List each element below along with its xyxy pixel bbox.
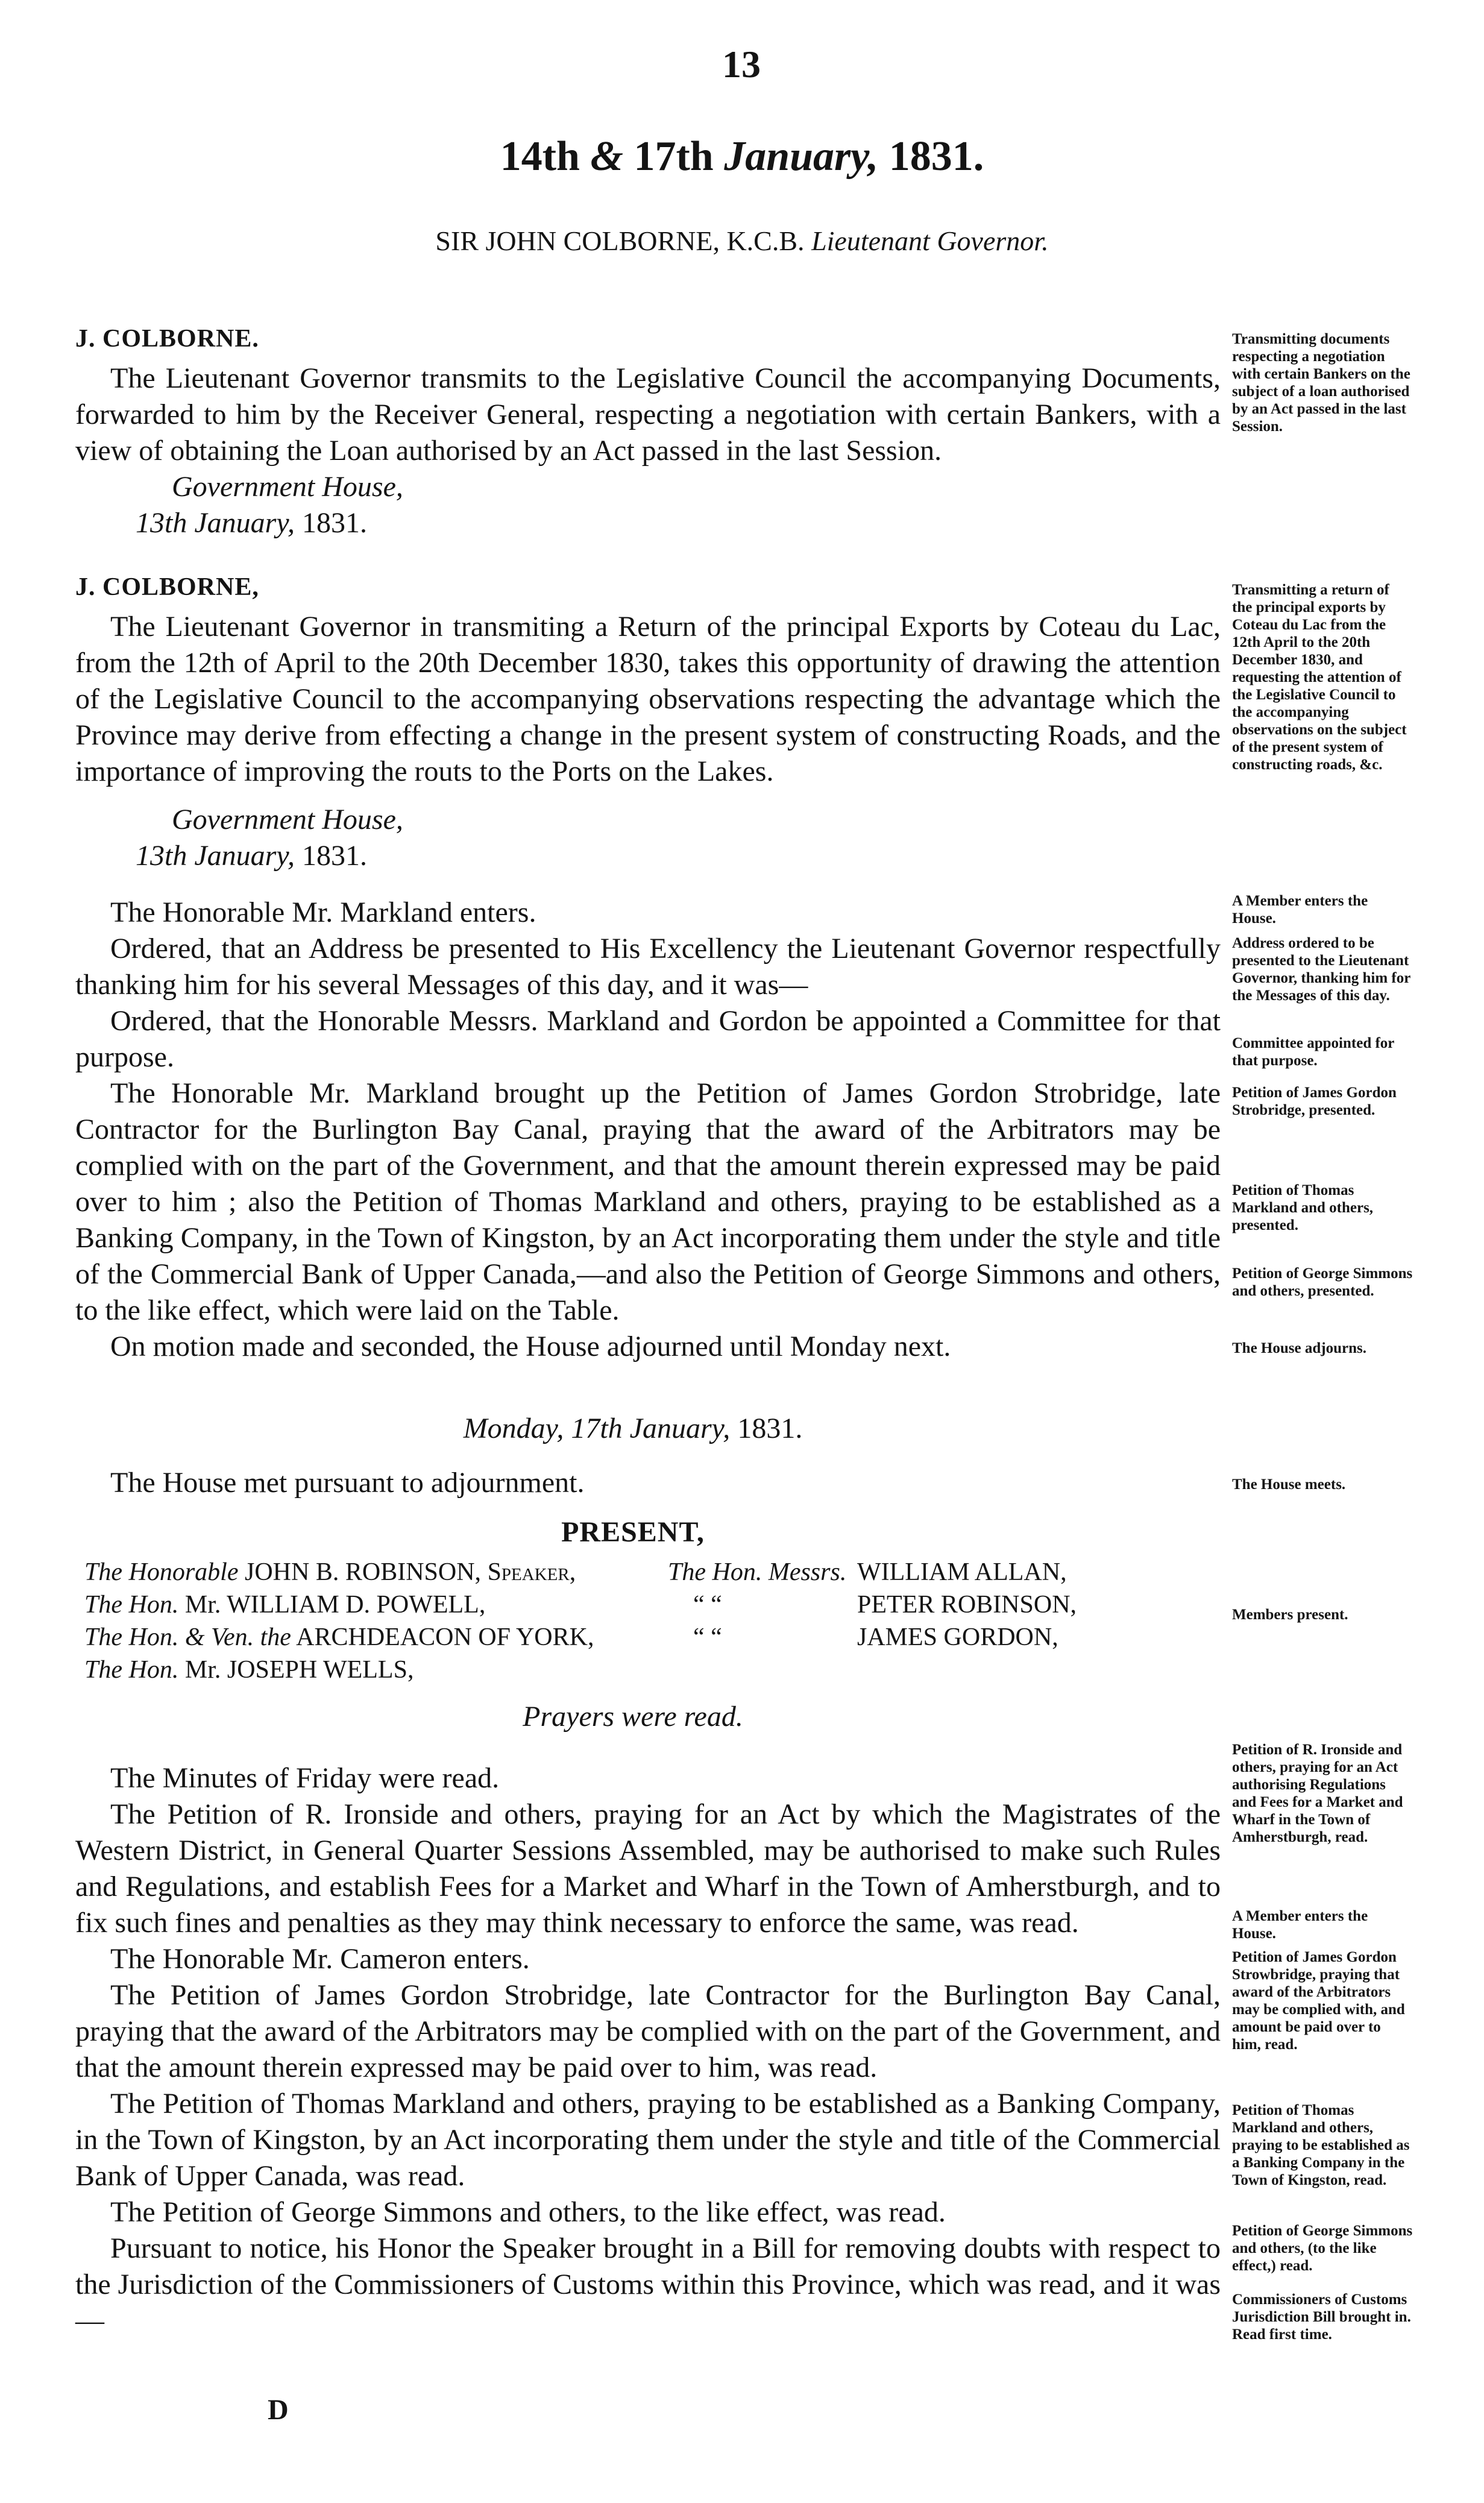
governor-line (0, 224, 1484, 258)
proceedings1-p4: The Honorable Mr. Markland brought up the Petition of James Gordon Strobridge, late Contractor for the Burlington Bay Canal, praying that the award of the Arbitrators may be complied with on the part of the Government, and that the amount therein expressed may be paid over to him ; also the Petition of Thomas Markland and others, praying to be established as a Banking Company, in the Town of Kingston, by an Act incorporating them under the style and title of the Commercial Bank of Upper Canada,—and also the Petition of George Simmons and others, to the like effect, which were laid on the Table. (75, 1077, 1221, 1326)
monday-year: 1831. (737, 1412, 803, 1444)
message2-body (75, 609, 1221, 874)
message2-place: Government House, (172, 804, 403, 836)
message1-date-italic: 13th January, (136, 507, 295, 539)
proceedings2-p2: The Petition of R. Ironside and others, praying for an Act by which the Magistrates of the Western District, in General Quarter Sessions Assembled, may be authorised to make such Rules and Regulations, and establish Fees for a Market and Wharf in the Town of Amherstburgh, and to fix such fines and penalties as they may think necessary to enforce the same, was read. (75, 1798, 1221, 1939)
governor-name: SIR JOHN COLBORNE, K.C.B. (435, 225, 805, 256)
dateline-amp: & (590, 133, 623, 180)
message2-signature: J. COLBORNE, (75, 573, 259, 601)
dateline (0, 133, 1484, 181)
monday-met: The House met pursuant to adjournment. (110, 1467, 585, 1499)
message1-place: Government House, (172, 471, 403, 503)
present-row (84, 1622, 594, 1653)
message1-date (75, 505, 1221, 541)
present-row-right: WILLIAM ALLAN, (857, 1558, 1067, 1586)
present-row-name: JOHN B. ROBINSON, (245, 1558, 482, 1586)
margin-note-markland: Petition of Thomas Markland and others, presented. (1232, 1182, 1374, 1233)
monday-day: Monday, (463, 1412, 564, 1444)
present-row-suffix: Speaker, (487, 1558, 576, 1586)
dateline-day2: 17th (634, 133, 714, 180)
present-row (84, 1557, 576, 1588)
margin-note-committee: Committee appointed for that purpose. (1232, 1035, 1394, 1069)
message1-text: The Lieutenant Governor transmits to the Legislative Council the accompanying Documents, forwarded to him by the Receiver General, respecting a negotiation with certain Bankers, with a view of obtaining the Loan authorised by an Act passed in the last Session. (75, 362, 1221, 467)
margin-note-markland-read: Petition of Thomas Markland and others, praying to be established as a Banking Company in the Town of Kingston, read. (1232, 2102, 1410, 2188)
margin-note-member-enters: A Member enters the House. (1232, 893, 1368, 927)
margin-note-members-present: Members present. (1232, 1607, 1348, 1623)
proceedings2-body (75, 1760, 1221, 2339)
margin-note-customs-bill: Commissioners of Customs Jurisdiction Bill brought in. Read first time. (1232, 2291, 1411, 2343)
margin-note-strowbridge-read: Petition of James Gordon Strowbridge, praying that award of the Arbitrators may be complied with, and amount be paid over to him, read. (1232, 1949, 1405, 2053)
margin-note-message1: Transmitting documents respecting a negotiation with certain Bankers on the subject of a loan authorised by an Act passed in the last Session. (1232, 331, 1410, 435)
message1-signature: J. COLBORNE. (75, 325, 259, 353)
present-row-mid: “ “ (693, 1591, 722, 1619)
margin-note-adjourns: The House adjourns. (1232, 1340, 1366, 1356)
proceedings1-p5: On motion made and seconded, the House adjourned until Monday next. (110, 1330, 951, 1362)
margin-note-strobridge: Petition of James Gordon Strobridge, presented. (1232, 1085, 1397, 1118)
governor-title: Lieutenant Governor. (811, 225, 1049, 256)
present-row-mid: “ “ (693, 1623, 722, 1651)
message1-date-year: 1831. (301, 507, 367, 539)
dateline-day1: 14th (500, 133, 580, 180)
margin-note-cameron-enters: A Member enters the House. (1232, 1908, 1368, 1942)
present-row-right: PETER ROBINSON, (857, 1591, 1077, 1619)
present-row-name: Mr. WILLIAM D. POWELL, (184, 1591, 486, 1619)
present-row-prefix: The Honorable (84, 1558, 239, 1586)
present-row-name: Mr. JOSEPH WELLS, (184, 1656, 414, 1684)
page-number: 13 (722, 43, 761, 86)
proceedings1-p2: Ordered, that an Address be presented to His Excellency the Lieutenant Governor respectfully thanking him for his several Messages of this day, and it was— (75, 933, 1221, 1001)
proceedings1-p1: The Honorable Mr. Markland enters. (110, 896, 536, 928)
proceedings2-p4: The Petition of James Gordon Strobridge, late Contractor for the Burlington Bay Canal, praying that the award of the Arbitrators may be complied with on the part of the Government, and that the amount therein expressed may be paid over to him, was read. (75, 1979, 1221, 2083)
present-row (84, 1589, 485, 1620)
message2-date-italic: 13th January, (136, 840, 295, 872)
monday-date: 17th January, (571, 1412, 731, 1444)
message2-date-year: 1831. (301, 840, 367, 872)
margin-note-address-ordered: Address ordered to be presented to the Lieutenant Governor, thanking him for the Messages of this day. (1232, 935, 1410, 1004)
message2-text: The Lieutenant Governor in transmiting a Return of the principal Exports by Coteau du Lac, from the 12th of April to the 20th December 1830, takes this opportunity of drawing the attention of the Legislative Council to the accompanying observations respecting the advantage which the Province may derive from effecting a change in the present system of constructing Roads, and the importance of improving the routs to the Ports on the Lakes. (75, 611, 1221, 787)
present-row-prefix: The Hon. (84, 1656, 179, 1684)
proceedings2-p5: The Petition of Thomas Markland and others, praying to be established as a Banking Company, in the Town of Kingston, by an Act incorporating them under the style and title of the Commercial Bank of Upper Canada, was read. (75, 2088, 1221, 2192)
present-row-prefix: The Hon. & Ven. the (84, 1623, 291, 1651)
present-heading: PRESENT, (561, 1516, 705, 1548)
message1-body (75, 360, 1221, 541)
present-row-mid: The Hon. Messrs. (668, 1558, 847, 1586)
prayers-read: Prayers were read. (523, 1701, 743, 1733)
monday-met-block (75, 1465, 1221, 1501)
dateline-year: 1831. (888, 133, 984, 180)
margin-note-house-meets: The House meets. (1232, 1476, 1346, 1493)
proceedings2-p6: The Petition of George Simmons and others, to the like effect, was read. (110, 2196, 946, 2228)
present-row-name: ARCHDEACON OF YORK, (296, 1623, 594, 1651)
present-row (84, 1654, 413, 1686)
dateline-month: January, (724, 133, 879, 180)
present-row-right: JAMES GORDON, (857, 1623, 1058, 1651)
margin-note-ironside: Petition of R. Ironside and others, praying for an Act authorising Regulations and Fees for a Market and Wharf in the Town of Amherstburgh, read. (1232, 1742, 1403, 1845)
message2-date (75, 838, 1221, 874)
proceedings2-p7: Pursuant to notice, his Honor the Speaker brought in a Bill for removing doubts with respect to the Jurisdiction of the Commissioners of Customs within this Province, which was read, and it was— (75, 2232, 1221, 2337)
margin-note-simmons: Petition of George Simmons and others, presented. (1232, 1265, 1413, 1299)
signature-mark: D (268, 2394, 289, 2426)
proceedings2-p3: The Honorable Mr. Cameron enters. (110, 1943, 530, 1975)
margin-note-message2: Transmitting a return of the principal exports by Coteau du Lac from the 12th April to the 20th December 1830, and requesting the attention of the Legislative Council to the accompanying observations on the subject of the present system of constructing roads, &c. (1232, 582, 1407, 773)
proceedings2-p1: The Minutes of Friday were read. (110, 1762, 500, 1794)
proceedings1-p3: Ordered, that the Honorable Messrs. Markland and Gordon be appointed a Committee for that purpose. (75, 1005, 1221, 1073)
margin-note-simmons-read: Petition of George Simmons and others, (to the like effect,) read. (1232, 2223, 1413, 2274)
proceedings1-body (75, 895, 1221, 1365)
monday-heading (362, 1411, 904, 1447)
present-row-prefix: The Hon. (84, 1591, 179, 1619)
